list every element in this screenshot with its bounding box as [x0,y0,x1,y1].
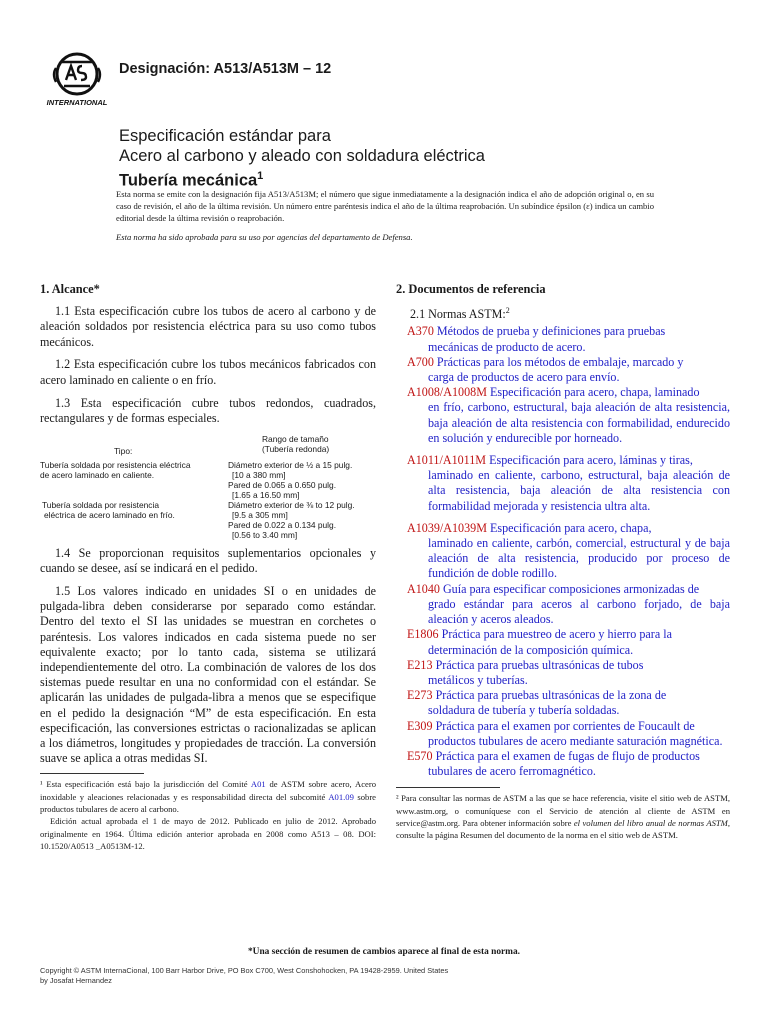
reference-code-link[interactable]: A1008/A1008M [407,385,487,400]
table-row-2-range-3: Pared de 0.022 a 0.134 pulg. [228,519,337,530]
document-title [119,126,485,191]
astm-logo [42,50,112,108]
reference-item [396,582,730,628]
reference-item [396,355,730,385]
table-row-1-range-4: [1.65 a 16.50 mm] [232,489,300,500]
footnote-2 [396,792,730,841]
table-row-2-range-4: [0.56 to 3.40 mm] [232,529,298,540]
reference-code-link[interactable]: E570 [407,748,433,763]
reference-item [396,658,730,688]
reference-item [396,385,730,446]
reference-item [396,324,730,354]
reference-title-link[interactable]: Práctica para el examen por corrientes de Foucault de [435,718,695,733]
intro-note: Esta norma se emite con la designación fija A513/A513M; el número que sigue inmediatamente a la designación indica el año de adopción original o, en su caso de revisión, el año de la última revisión. Un número entre paréntesis indica el año de la última reaprobación. Un subíndice épsilon (ε) indica un cambio editorial desde la última revisión o reaprobación. [116,189,654,224]
footnote-divider [40,773,144,774]
astm-standards-subheading [396,303,730,322]
table-row-1-type-1: Tubería soldada por resistencia eléctrica [40,459,191,470]
reference-title-continued[interactable]: carga de productos de acero para envío. [428,370,620,385]
footnote-2-text [396,792,730,841]
paragraph-1-1: 1.1 Esta especificación cubre los tubos de acero al carbono y de aleación soldados por resistencia eléctrica para su uso como tubos mecánicos. [40,303,376,349]
paragraph-1-3: 1.3 Esta especificación cubre tubos redondos, cuadrados, rectangulares y de formas especiales. [40,395,376,426]
footnote-2-italic: el volumen del libro anual de normas ASTM [573,817,728,828]
reference-title-continued[interactable]: tubulares de acero ferromagnético. [428,764,596,779]
reference-title-continued[interactable]: laminado en caliente, carbono, estructural, baja aleación de alta resistencia, baja aleación de alta resistencia con formabilidad mejorada y resistencia ultra alta. [428,468,730,513]
approval-note: Esta norma ha sido aprobada para su uso por agencias del departamento de Defensa. [116,232,413,242]
table-row-2-type-2: eléctrica de acero laminado en frío. [44,509,175,520]
reference-item [396,719,730,749]
reference-title-continued[interactable]: productos tubulares de acero mediante saturación magnética. [428,733,723,748]
title-footnote-mark[interactable]: 1 [257,170,264,182]
title-line-1: Especificación estándar para [119,127,331,145]
title-line-2: Acero al carbono y aleado con soldadura eléctrica [119,147,485,165]
reference-code-link[interactable]: A700 [407,354,434,369]
paragraph-1-2: 1.2 Esta especificación cubre los tubos mecánicos fabricados con acero laminado en caliente o en frío. [40,357,376,387]
reference-title-continued[interactable]: soldadura de tubería y tubería soldadas. [428,703,620,718]
reference-code-link[interactable]: A1011/A1011M [407,453,487,468]
footnote-1 [40,778,376,852]
summary-note: *Una sección de resumen de cambios aparece al final de esta norma. [247,947,521,957]
column-right [396,282,730,842]
footnote-2-text-b: , consulte la página Resumen del documento de la norma en el sitio web de ASTM. [396,817,730,841]
reference-title-continued[interactable]: grado estándar para aceros al carbono forjado, de baja aleación y aceros aleados. [428,596,730,627]
paragraph-1-4: 1.4 Se proporcionan requisitos suplementarios opcionales y cuando se desee, así se indicará en el pedido. [40,545,376,576]
section-heading-scope: 1. Alcance* [40,282,100,296]
table-row-2-type-1: Tubería soldada por resistencia [42,499,160,510]
footnote-1-text-a: ¹ Esta especificación está bajo la jurisdicción del Comité [40,779,251,790]
subheading-text: 2.1 Normas ASTM: [410,307,506,322]
reference-code-link[interactable]: E1806 [407,627,439,642]
author-line: by Josafat Hernandez [40,975,112,985]
reference-title-link[interactable]: Métodos de prueba y definiciones para pruebas [436,324,666,339]
reference-code-link[interactable]: E213 [407,657,433,672]
reference-list [396,324,730,779]
subcommittee-link[interactable]: A01.09 [328,791,354,802]
footnote-1-jurisdiction [40,778,376,815]
footnote-1-edition: Edición actual aprobada el 1 de mayo de 2012. Publicado en julio de 2012. Aprobado originalmente en 1964. Última edición anterior aprobada en 2008 como A513 – 08. DOI: 10.1520/A0513 _A0513M-12. [40,816,376,851]
footnote-1-text-c: sobre productos tubulares de acero al carbono. [40,791,376,814]
column-left [40,282,376,852]
table-row-1-range-3: Pared de 0.065 a 0.650 pulg. [228,479,337,490]
reference-title-continued[interactable]: laminado en caliente, carbón, comercial, estructural y de baja aleación de alta resistencia, producido por proceso de fundición de doble rodillo. [428,536,730,581]
footnote-1-text-b: de ASTM sobre acero, Acero inoxidable y aleaciones relacionadas y es responsabilidad directa del subcomité [40,779,376,802]
reference-title-link[interactable]: Práctica para el examen de fugas de flujo de productos [435,748,700,763]
reference-title-link[interactable]: Especificación para acero, láminas y tiras, [489,453,693,468]
title-line-3 [119,166,485,191]
reference-code-link[interactable]: A1039/A1039M [407,520,487,535]
reference-title-continued[interactable]: en frío, carbono, estructural, baja aleación de alta resistencia, baja aleación de alta resistencia con formabilidad, endurecido en solución y endurecible por horneado. [428,400,730,445]
copyright-footer [40,966,448,985]
size-range-table [40,434,376,538]
reference-title-continued[interactable]: determinación de la composición química. [428,642,634,657]
reference-item [396,749,730,779]
subheading-footnote-mark[interactable]: 2 [505,306,510,316]
table-header-type: Tipo: [114,445,133,456]
reference-title-link[interactable]: Práctica para muestreo de acero y hierro para la [441,627,672,642]
table-header-range-1: Rango de tamaño [262,433,329,444]
reference-item [396,627,730,657]
paragraph-1-5: 1.5 Los valores indicado en unidades SI o en unidades de pulgada-libra deben considerarse por separado como estándar. Dentro del texto el SI las unidades se muestran en corchetes o paréntesis. Los valores indicados en cada sistema puede no ser equivalente exacto; por lo tanto cada, sistema se utilizará independientemente del otro. La combinación de valores de los dos sistemas puede resultar en una no conformidad con el estándar. Se aplicarán las unidades de pulgada-libra a menos que se especifique en el pedido la designación “M” de esta especificación. En esta especificación, las conversiones estrictas o racionalizadas se aplican a los diámetros, longitudes y propiedades de tracción. La conversión suave se aplica a otras medidas SI. [40,583,376,766]
reference-title-continued[interactable]: mecánicas de producto de acero. [428,339,586,354]
reference-code-link[interactable]: A1040 [407,581,440,596]
logo-text: INTERNATIONAL [46,98,108,107]
section-heading-references: 2. Documentos de referencia [396,282,546,296]
table-row-1-range-1: Diámetro exterior de ½ a 15 pulg. [228,459,353,470]
reference-item [396,453,730,514]
reference-title-link[interactable]: Práctica para pruebas ultrasónicas de tubos [435,657,644,672]
reference-item [396,688,730,718]
reference-title-link[interactable]: Especificación para acero, chapa, [490,520,652,535]
footnote-2-text-a: ² Para consultar las normas de ASTM a las que se hace referencia, visite el sitio web de ASTM, www.astm.org, o comuníquese con el Servicio de atención al cliente de ASTM en service@astm.org. Para obtener información sobre [396,793,730,828]
reference-title-link[interactable]: Prácticas para los métodos de embalaje, marcado y [436,354,684,369]
footnote-divider-2 [396,787,500,788]
reference-title-continued[interactable]: metálicos y tuberías. [428,672,528,687]
reference-item [396,521,730,582]
reference-title-link[interactable]: Práctica para pruebas ultrasónicas de la zona de [435,688,667,703]
table-row-1-range-2: [10 a 380 mm] [232,469,286,480]
copyright-line: Copyright © ASTM InternaCional, 100 Barr Harbor Drive, PO Box C700, West Conshohocken, PA 19428-2959. United States [40,966,449,975]
reference-title-link[interactable]: Especificación para acero, chapa, laminado [490,385,700,400]
reference-code-link[interactable]: A370 [407,324,434,339]
table-row-2-range-2: [9.5 a 305 mm] [232,509,288,520]
reference-code-link[interactable]: E309 [407,718,433,733]
reference-code-link[interactable]: E273 [407,688,433,703]
title-line-3-text: Tubería mecánica [119,171,258,190]
table-row-1-type-2: de acero laminado en caliente. [40,469,155,480]
table-row-2-range-1: Diámetro exterior de ⅜ to 12 pulg. [228,499,355,510]
committee-link[interactable]: A01 [250,779,266,790]
reference-title-link[interactable]: Guía para especificar composiciones armonizadas de [442,581,700,596]
designation: Designación: A513/A513M – 12 [119,61,332,77]
table-header-range-2: (Tubería redonda) [262,443,330,454]
